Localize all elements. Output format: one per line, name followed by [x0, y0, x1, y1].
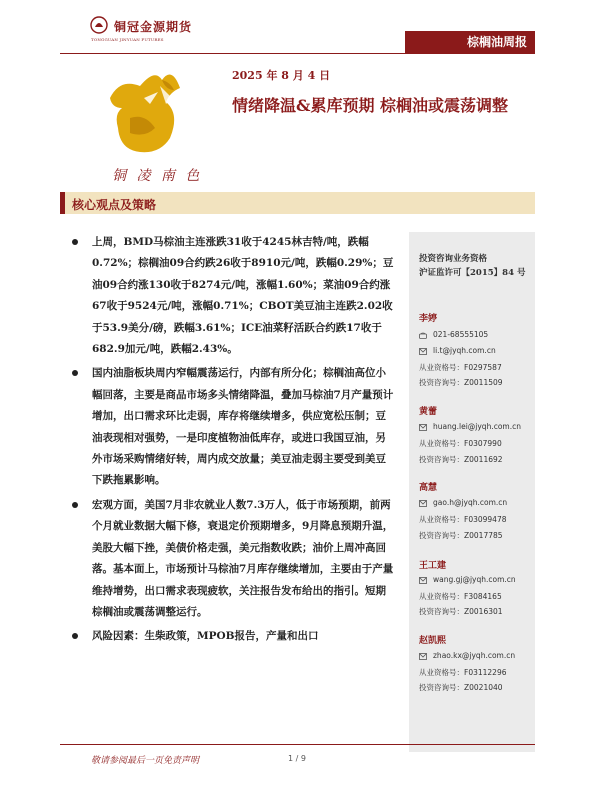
header-divider [60, 53, 535, 54]
consult-number: 投资咨询号：Z0011692 [419, 455, 503, 464]
mail-icon [419, 577, 427, 584]
point-text: 宏观方面，美国7月非农就业人数7.3万人，低于市场预期，前两个月就业数据大幅下修，衰退定价预期增多，9月降息预期升温，美股大幅下挫，美债价格走强，美元指数收跌；油价上周冲高回落。 [92, 498, 394, 576]
report-type-tag: 棕榈油周报 [405, 31, 535, 53]
bullet-icon [72, 370, 78, 376]
section-header-accent [60, 192, 65, 214]
mail-icon [419, 653, 427, 660]
analyst-email[interactable]: li.t@jyqh.com.cn [419, 346, 496, 355]
core-views-content [72, 232, 395, 651]
mail-icon [419, 424, 427, 431]
brand-name-en: TONGGUAN JINYUAN FUTURES [91, 37, 164, 42]
section-heading: 核心观点及策略 [72, 198, 157, 212]
practice-number: 从业资格号：F0307990 [419, 439, 502, 448]
point-text: 美豆油走弱主要受到美豆下跌拖累影响。 [92, 453, 386, 487]
footer-divider [60, 744, 535, 745]
practice-number: 从业资格号：F3084165 [419, 592, 502, 601]
analyst-name: 赵凯熙 [419, 636, 447, 646]
bullet-icon [72, 502, 78, 508]
consult-number: 投资咨询号：Z0017785 [419, 531, 503, 540]
analyst-name: 李婷 [419, 314, 438, 324]
analyst-email[interactable]: gao.h@jyqh.com.cn [419, 498, 507, 507]
emblem-calligraphy: 铜 凌 南 色 [112, 168, 203, 184]
consult-number: 投资咨询号：Z0011509 [419, 378, 503, 387]
practice-number: 从业资格号：F0297587 [419, 363, 502, 372]
point-item [72, 363, 395, 491]
point-text: 风险因素：生柴政策，MPOB报告，产量和出口 [92, 630, 319, 643]
bullet-icon [72, 633, 78, 639]
report-title: 情绪降温&累库预期 棕榈油或震荡调整 [232, 96, 509, 115]
report-date: 2025 年 8 月 4 日 [232, 69, 331, 82]
practice-number: 从业资格号：F03099478 [419, 515, 507, 524]
qualification-label: 投资咨询业务资格 [419, 254, 488, 264]
analyst-email[interactable]: zhao.kx@jyqh.com.cn [419, 651, 515, 660]
point-item [72, 495, 395, 623]
point-text: 上周，BMD马棕油主连涨跌31收于4245林吉特/吨，跌幅0.72%；棕榈油09合约跌26收于8910元/吨，跌幅0.29%；豆油09合约涨130收于8274元/吨，涨幅1.60%；菜油09合约涨67收于9524元/吨，涨幅0.71%；CBOT美豆油主连跌2.02收于53.9美分/磅，跌幅3.61%；ICE油菜籽活跃合约跌17收于682.9加元/吨，跌幅2.43%。 [92, 236, 394, 356]
brand-name: 铜冠金源期货 [114, 20, 193, 34]
analyst-name: 高慧 [419, 483, 438, 493]
analyst-email[interactable]: wang.gj@jyqh.com.cn [419, 575, 516, 584]
point-item [72, 626, 395, 647]
disclaimer-link[interactable]: 敬请参阅最后一页免责声明 [91, 756, 200, 766]
consult-number: 投资咨询号：Z0021040 [419, 683, 503, 692]
practice-number: 从业资格号：F03112296 [419, 668, 507, 677]
analyst-name: 黄蕾 [419, 407, 438, 417]
analyst-phone: 021-68555105 [419, 330, 488, 339]
point-item [72, 232, 395, 360]
analyst-name: 王工建 [419, 561, 447, 571]
consult-number: 投资咨询号：Z0016301 [419, 607, 503, 616]
golden-bird-emblem-icon [100, 58, 195, 158]
phone-icon [419, 332, 427, 339]
page-number: 1 / 9 [288, 754, 306, 763]
bullet-icon [72, 239, 78, 245]
company-logo-icon [90, 16, 108, 34]
point-text: 国内油脂板块周内窄幅震荡运行，内部有所分化；棕榈油高位小幅回落，主要是商品市场多头情绪降温，叠加马棕油7月产量预计增加，出口需求环比走弱，库存将继续增多，供应宽松压制；豆油表现相对强势，一是印度植物油低库存，或进口我国豆油，另外市场采购情绪好转，周内成交放量； [92, 367, 394, 466]
mail-icon [419, 500, 427, 507]
mail-icon [419, 348, 427, 355]
analyst-email[interactable]: huang.lei@jyqh.com.cn [419, 422, 521, 431]
point-text: 基本面上，市场预计马棕油7月库存继续增加，主要由于产量维持增势，出口需求表现疲软，关注报告发布给出的指引。短期棕榈油或震荡调整运行。 [92, 563, 394, 618]
license-label: 沪证监许可【2015】84 号 [419, 268, 526, 278]
